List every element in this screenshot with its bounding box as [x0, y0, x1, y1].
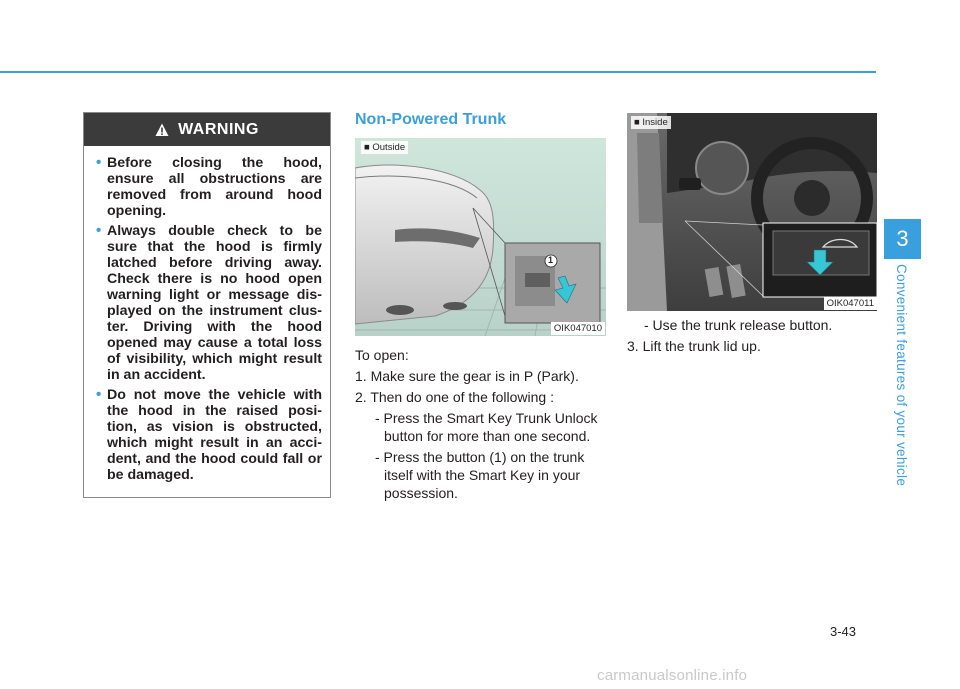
instruction-intro: To open:: [355, 347, 409, 363]
instruction-step: 2. Then do one of the following :: [355, 389, 554, 405]
warning-header: [84, 113, 330, 146]
figure-inside: [627, 113, 877, 311]
bullet-icon: •: [96, 154, 102, 171]
warning-list: [84, 146, 330, 483]
instruction-step: 1. Make sure the gear is in P (Park).: [355, 368, 579, 384]
callout-number: 1: [548, 255, 554, 265]
chapter-tab: 3: [884, 219, 921, 259]
figure-code: OIK047010: [551, 322, 605, 335]
warning-triangle-icon: [155, 123, 169, 137]
instruction-substep: - Press the button (1) on the trunk itself with the Smart Key in your possession.: [375, 449, 585, 501]
warning-title: WARNING: [178, 120, 259, 138]
trunk-exterior-illustration: [355, 138, 606, 336]
figure-code: OIK047011: [824, 297, 877, 310]
figure-caption: ■ Outside: [361, 141, 408, 154]
instructions-column: [355, 346, 605, 505]
watermark-text: carmanualsonline.info: [597, 667, 748, 684]
section-title: Non-Powered Trunk: [355, 111, 507, 128]
warning-item: • Always double check to be sure that the hood is firmly latched before driving away. Check there is no hood open warning light or message dis-played on the instrument clus-ter. Driving with the hood opened may cause a total loss of visibility, which might result in an accident.: [96, 222, 322, 383]
figure-caption: ■ Inside: [631, 116, 671, 129]
instruction-substep: - Use the trunk release button.: [644, 317, 833, 333]
figure-outside: [355, 138, 606, 336]
page-number: 3-43: [830, 624, 857, 639]
warning-item: • Before closing the hood, ensure all obstructions are removed from around hood opening.: [96, 154, 322, 219]
warning-box: [83, 112, 331, 498]
top-rule: [0, 71, 876, 73]
bullet-icon: •: [96, 222, 102, 239]
instruction-substep: - Press the Smart Key Trunk Unlock button for more than one second.: [375, 410, 598, 444]
instruction-step: 3. Lift the trunk lid up.: [627, 338, 761, 354]
warning-item: • Do not move the vehicle with the hood in the raised posi-tion, as vision is obstructed, which might result in an acci-dent, and the hood could fall or be damaged.: [96, 386, 322, 483]
instructions-continued: [627, 316, 877, 358]
chapter-label: Convenient features of your vehicle: [894, 264, 909, 487]
interior-dashboard-illustration: [627, 113, 877, 311]
bullet-icon: •: [96, 386, 102, 403]
